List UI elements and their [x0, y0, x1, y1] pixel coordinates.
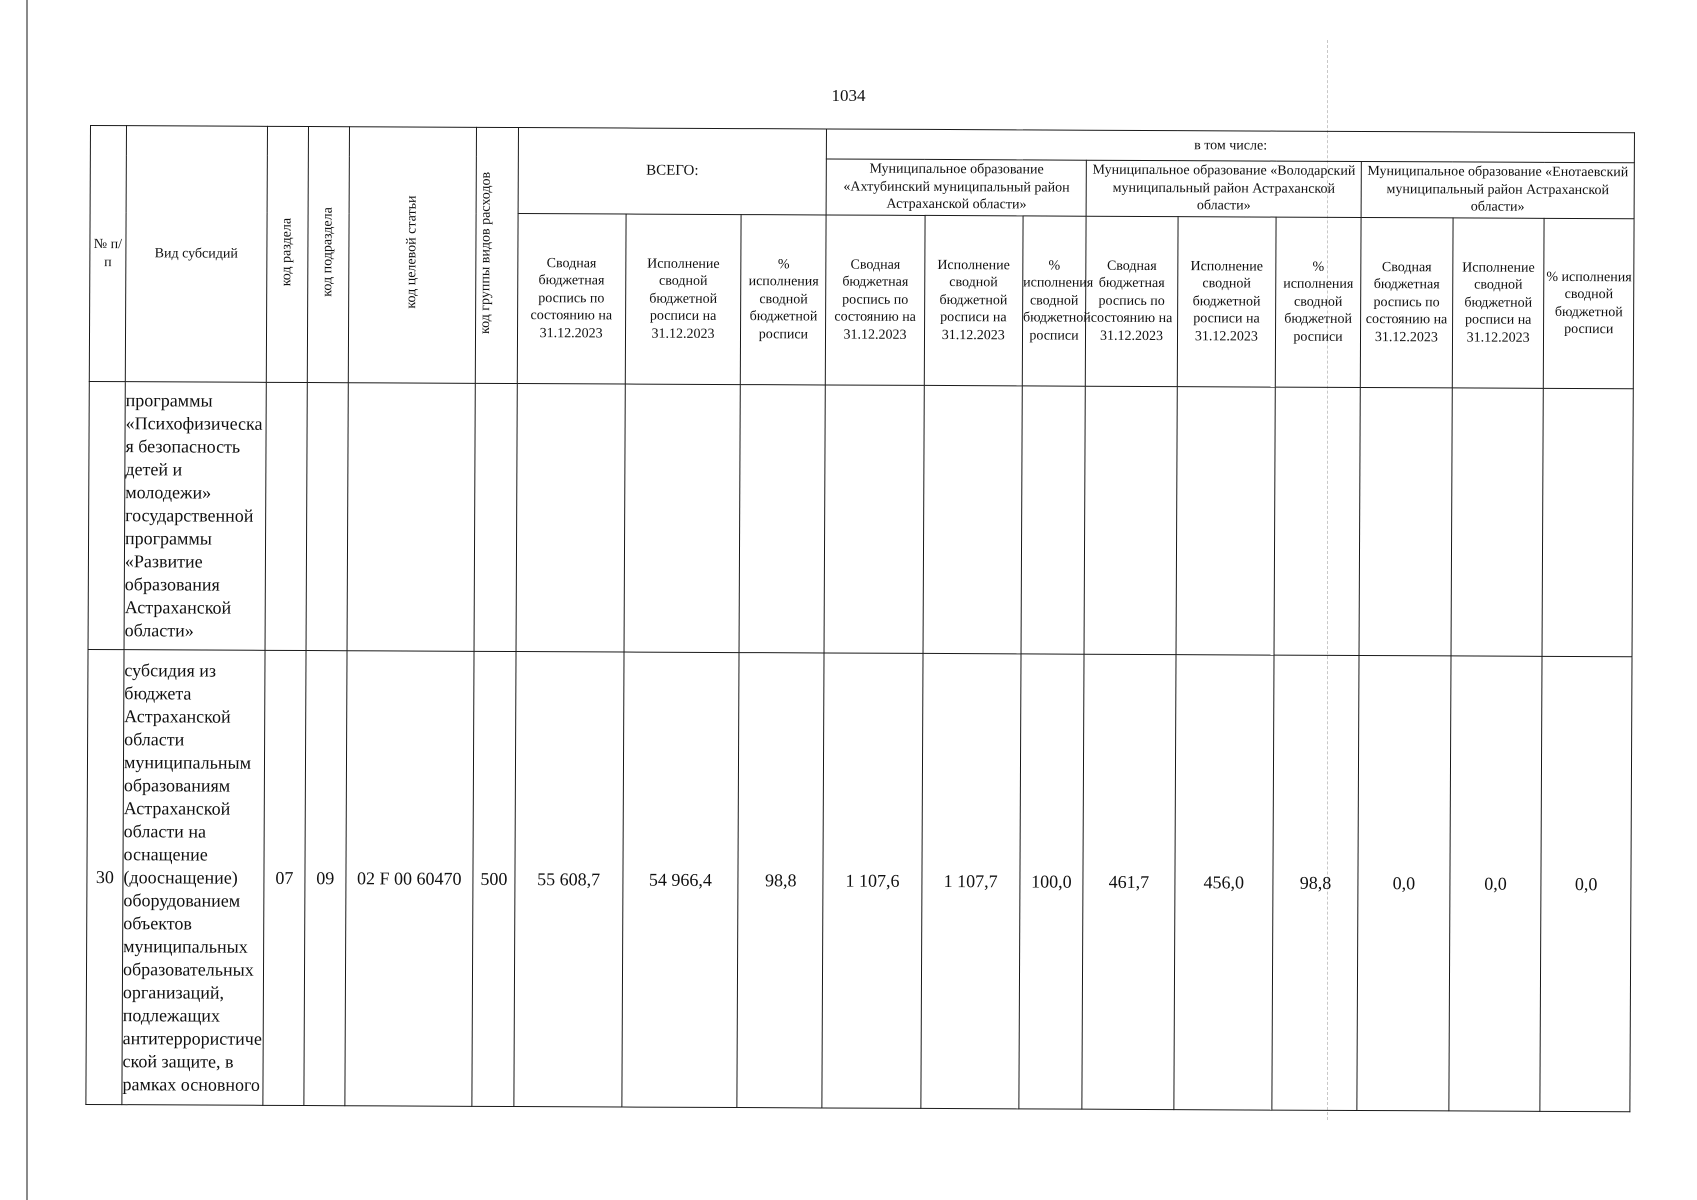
header-mo3-exec: Исполнение сводной бюджетной росписи на 31.12.2023: [1452, 218, 1544, 388]
header-mo-akhtubinsky: Муниципальное образование «Ахтубинский муниципальный район Астраханской области»: [827, 159, 1087, 217]
header-mo1-pct: % исполнения сводной бюджетной росписи: [1022, 216, 1086, 386]
row-mo1-pct: [1021, 386, 1086, 654]
row-mo3-plan: 0,0: [1357, 655, 1451, 1110]
table-row: [88, 381, 1633, 656]
row-description: программы «Психофизическая безопасность детей и молодежи» государственной программы «Развитие образования Астраханской области»: [124, 382, 266, 651]
header-total-pct: % исполнения сводной бюджетной росписи: [741, 215, 827, 385]
header-mo-volodarsky: Муниципальное образование «Володарский муниципальный район Астраханской области»: [1086, 160, 1361, 218]
row-total-plan: 55 608,7: [514, 652, 624, 1108]
row-mo1-plan: 1 107,6: [822, 653, 922, 1108]
row-mo3-exec: 0,0: [1449, 656, 1543, 1111]
row-section: [265, 382, 308, 650]
header-target-article-code: код целевой статьи: [348, 127, 477, 384]
header-mo-enotaevsky: Муниципальное образование «Енотаевский муниципальный район Астраханской области»: [1361, 161, 1634, 219]
header-section-code: код раздела: [266, 126, 309, 382]
header-mo1-plan: Сводная бюджетная роспись по состоянию на 31.12.2023: [826, 215, 925, 385]
page-number: 1034: [831, 86, 866, 105]
row-mo2-exec: 456,0: [1174, 655, 1274, 1110]
row-total-pct: 98,8: [737, 653, 824, 1108]
header-mo2-exec: Исполнение сводной бюджетной росписи на 31.12.2023: [1177, 217, 1276, 387]
header-subsection-code: код подраздела: [307, 127, 349, 383]
row-no: [88, 381, 125, 649]
row-mo2-plan: 461,7: [1082, 654, 1176, 1109]
header-row-1: [90, 126, 1634, 163]
header-total-plan: Сводная бюджетная роспись по состоянию на 31.12.2023: [517, 214, 626, 384]
header-expense-group-code: код группы видов расходов: [476, 127, 519, 383]
row-mo2-pct: [1274, 387, 1360, 655]
subsidy-report-table: [85, 125, 1635, 1112]
row-mo2-exec: [1176, 387, 1275, 655]
row-subsection: 09: [304, 651, 347, 1106]
row-target: [347, 383, 476, 652]
header-subsidy-type: Вид субсидий: [125, 126, 267, 383]
header-mo2-plan: Сводная бюджетная роспись по состоянию на 31.12.2023: [1085, 217, 1177, 387]
header-no: № п/п: [89, 126, 126, 382]
row-description: субсидия из бюджета Астраханской области муниципальным образованиям Астраханской области на оснащение (дооснащение) оборудованием объектов муниципальных образовательных организаций, подлежащих антитеррористической защите, в рамках основного: [122, 650, 265, 1106]
row-target: 02 F 00 60470: [344, 651, 474, 1107]
row-total-exec: [624, 384, 741, 653]
header-including: в том числе:: [827, 129, 1635, 162]
row-mo3-pct: 0,0: [1540, 656, 1632, 1111]
row-total-exec: 54 966,4: [622, 652, 740, 1108]
row-mo2-plan: [1084, 386, 1177, 654]
header-mo3-plan: Сводная бюджетная роспись по состоянию на 31.12.2023: [1360, 218, 1452, 388]
header-mo3-pct: % исполнения сводной бюджетной росписи: [1544, 219, 1634, 389]
header-total-exec: Исполнение сводной бюджетной росписи на 31.12.2023: [625, 214, 741, 384]
row-mo1-plan: [824, 385, 923, 653]
row-subsection: [306, 383, 348, 651]
row-mo3-exec: [1451, 388, 1544, 656]
header-mo1-exec: Исполнение сводной бюджетной росписи на 31.12.2023: [924, 216, 1023, 386]
row-mo1-exec: 1 107,7: [921, 653, 1021, 1108]
row-group: [474, 383, 517, 651]
table-row: [86, 649, 1632, 1111]
row-group: 500: [472, 651, 516, 1106]
header-mo2-pct: % исполнения сводной бюджетной росписи: [1275, 217, 1361, 387]
row-mo1-exec: [923, 385, 1022, 653]
row-total-pct: [739, 385, 825, 653]
row-no: 30: [86, 649, 124, 1104]
row-section: 07: [263, 650, 307, 1105]
row-mo3-plan: [1359, 387, 1452, 655]
row-total-plan: [516, 384, 625, 653]
scan-margin-line: [26, 0, 28, 1200]
row-mo2-pct: 98,8: [1272, 655, 1359, 1110]
header-total: ВСЕГО:: [518, 128, 827, 216]
row-mo1-pct: 100,0: [1019, 654, 1084, 1109]
row-mo3-pct: [1542, 388, 1633, 656]
